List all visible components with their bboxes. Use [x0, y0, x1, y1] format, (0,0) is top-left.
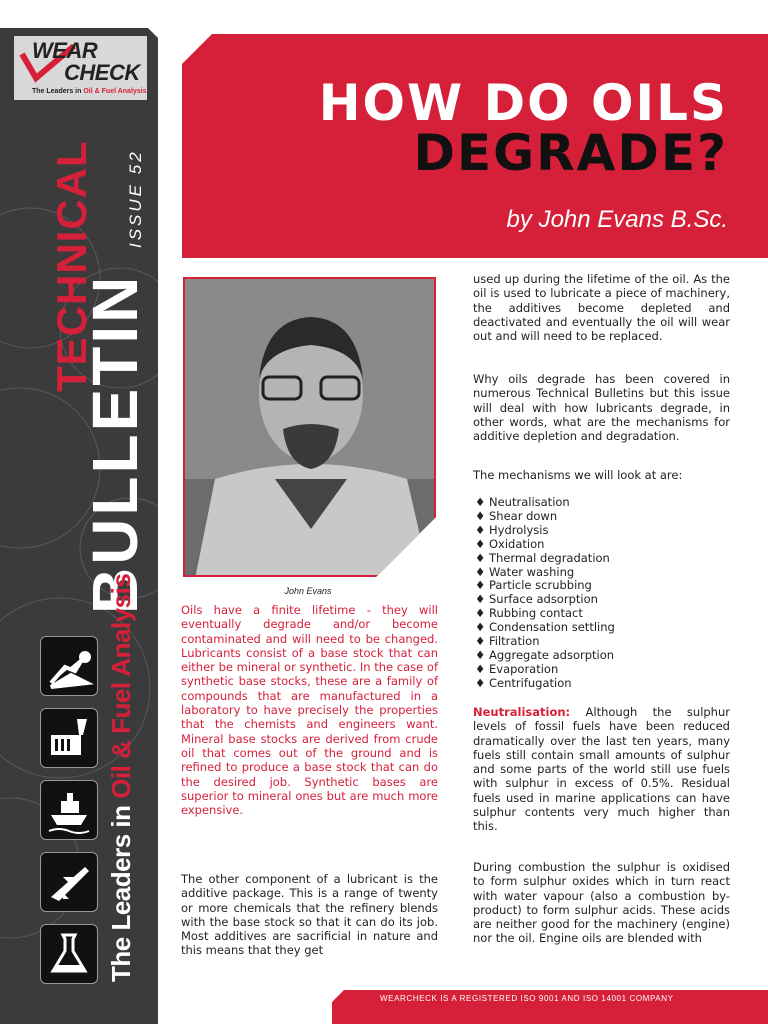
bulletin-label: BULLETIN	[79, 273, 151, 614]
list-item: ♦ Particle scrubbing	[475, 578, 592, 593]
intro-paragraph: Oils have a finite lifetime - they will eventually degrade and/or become contaminated and will need to be changed. Lubricants consist of a base stock that can either be mineral or synthetic. In the case of synthetic base stocks, these are a family of compounds that are manufactured in a laboratory to have precisely the properties that the chemists and engineers want. Mineral base stocks are derived from crude oil that comes out of the ground and is refined to produce a base stock that can do the desired job. Synthetic bases are superior to mineral ones but are much more expensive.	[181, 603, 438, 818]
diamond-bullet-icon: ♦	[475, 620, 486, 635]
logo-check-text: CHECK	[64, 60, 140, 85]
neutralisation-text: Although the sulphur levels of fossil fuels have been reduced dramatically over the last ten years, many fuels still contain small amounts of sulphur and some parts of the world still use fuels with sulphur in excess of 0.5%. Residual fuels used in marine applications can have sulphur contents very much higher than this.	[473, 705, 730, 834]
technical-label: TECHNICAL	[48, 140, 95, 392]
author-photo	[183, 277, 436, 577]
list-item: ♦ Water washing	[475, 564, 575, 579]
logo-tagline-a: The Leaders in	[32, 88, 84, 95]
diamond-bullet-icon: ♦	[475, 592, 486, 607]
logo-tagline	[32, 88, 147, 95]
neutralisation-heading: Neutralisation:	[473, 705, 571, 719]
logo-wear-text: WEAR	[32, 38, 98, 63]
combustion-paragraph: During combustion the sulphur is oxidised to form sulphur oxides which in turn react with water vapour (also a combustion by-product) to form sulphur acids. These acids are neither good for the machinery (engine) nor the oil. Engine oils are blended with	[473, 860, 730, 946]
list-item: ♦ Thermal degradation	[475, 550, 610, 565]
diamond-bullet-icon: ♦	[475, 522, 486, 537]
portrait-illustration	[185, 279, 436, 577]
diamond-bullet-icon: ♦	[475, 536, 486, 551]
diamond-bullet-icon: ♦	[475, 634, 486, 649]
diamond-bullet-icon: ♦	[475, 647, 486, 662]
mechanisms-list	[473, 496, 733, 691]
issue-number: ISSUE 52	[126, 149, 145, 248]
additive-continuation-paragraph: used up during the lifetime of the oil. As the oil is used to lubricate a piece of machinery, the additives become depleted and deactivated and eventually the oil will wear out and will need to be replaced.	[473, 272, 730, 344]
leaders-tagline-b: Oil & Fuel Analysis	[106, 573, 136, 799]
diamond-bullet-icon: ♦	[475, 550, 486, 565]
title-line-1: HOW DO OILS	[318, 74, 728, 132]
diamond-bullet-icon: ♦	[475, 661, 486, 676]
photo-caption: John Evans	[284, 586, 332, 596]
list-item: ♦ Centrifugation	[475, 675, 572, 690]
diamond-bullet-icon: ♦	[475, 564, 486, 579]
marine-ship-icon	[40, 780, 98, 840]
leaders-tagline	[106, 574, 137, 982]
diamond-bullet-icon: ♦	[475, 606, 486, 621]
list-item: ♦ Filtration	[475, 634, 540, 649]
title-line-2: DEGRADE?	[413, 124, 728, 182]
list-item: ♦ Condensation settling	[475, 620, 615, 635]
diamond-bullet-icon: ♦	[475, 495, 486, 509]
laboratory-flask-icon	[40, 924, 98, 984]
diamond-bullet-icon: ♦	[475, 578, 486, 593]
issue-scope-paragraph: Why oils degrade has been covered in numerous Technical Bulletins but this issue will deal with how lubricants degrade, in other words, what are the mechanisms for additive depletion and degradation.	[473, 372, 730, 444]
mechanisms-intro: The mechanisms we will look at are:	[473, 468, 683, 482]
diamond-bullet-icon: ♦	[475, 675, 486, 690]
neutralisation-paragraph	[473, 705, 730, 834]
list-item: ♦ Hydrolysis	[475, 522, 549, 537]
aircraft-icon	[40, 852, 98, 912]
list-item: ♦ Neutralisation	[475, 495, 570, 509]
list-item: ♦ Aggregate adsorption	[475, 647, 615, 662]
leaders-tagline-a: The Leaders in	[106, 798, 136, 982]
list-item: ♦ Rubbing contact	[475, 606, 583, 621]
list-item: ♦ Surface adsorption	[475, 592, 598, 607]
diamond-bullet-icon: ♦	[475, 508, 486, 523]
industrial-plant-icon	[40, 708, 98, 768]
list-item: ♦ Oxidation	[475, 536, 545, 551]
logo-tagline-b: Oil & Fuel Analysis	[83, 88, 147, 95]
footer-text: WEARCHECK IS A REGISTERED ISO 9001 AND ISO 14001 COMPANY	[380, 994, 674, 1003]
mining-excavator-icon	[40, 636, 98, 696]
additive-paragraph: The other component of a lubricant is the additive package. This is a range of twenty or more chemicals that the refinery blends with the base stock so that it can do its job. Most additives are sacrificial in nature and this means that they get	[181, 872, 438, 958]
list-item: ♦ Shear down	[475, 508, 558, 523]
list-item: ♦ Evaporation	[475, 661, 559, 676]
author-byline: by John Evans B.Sc.	[506, 206, 728, 233]
